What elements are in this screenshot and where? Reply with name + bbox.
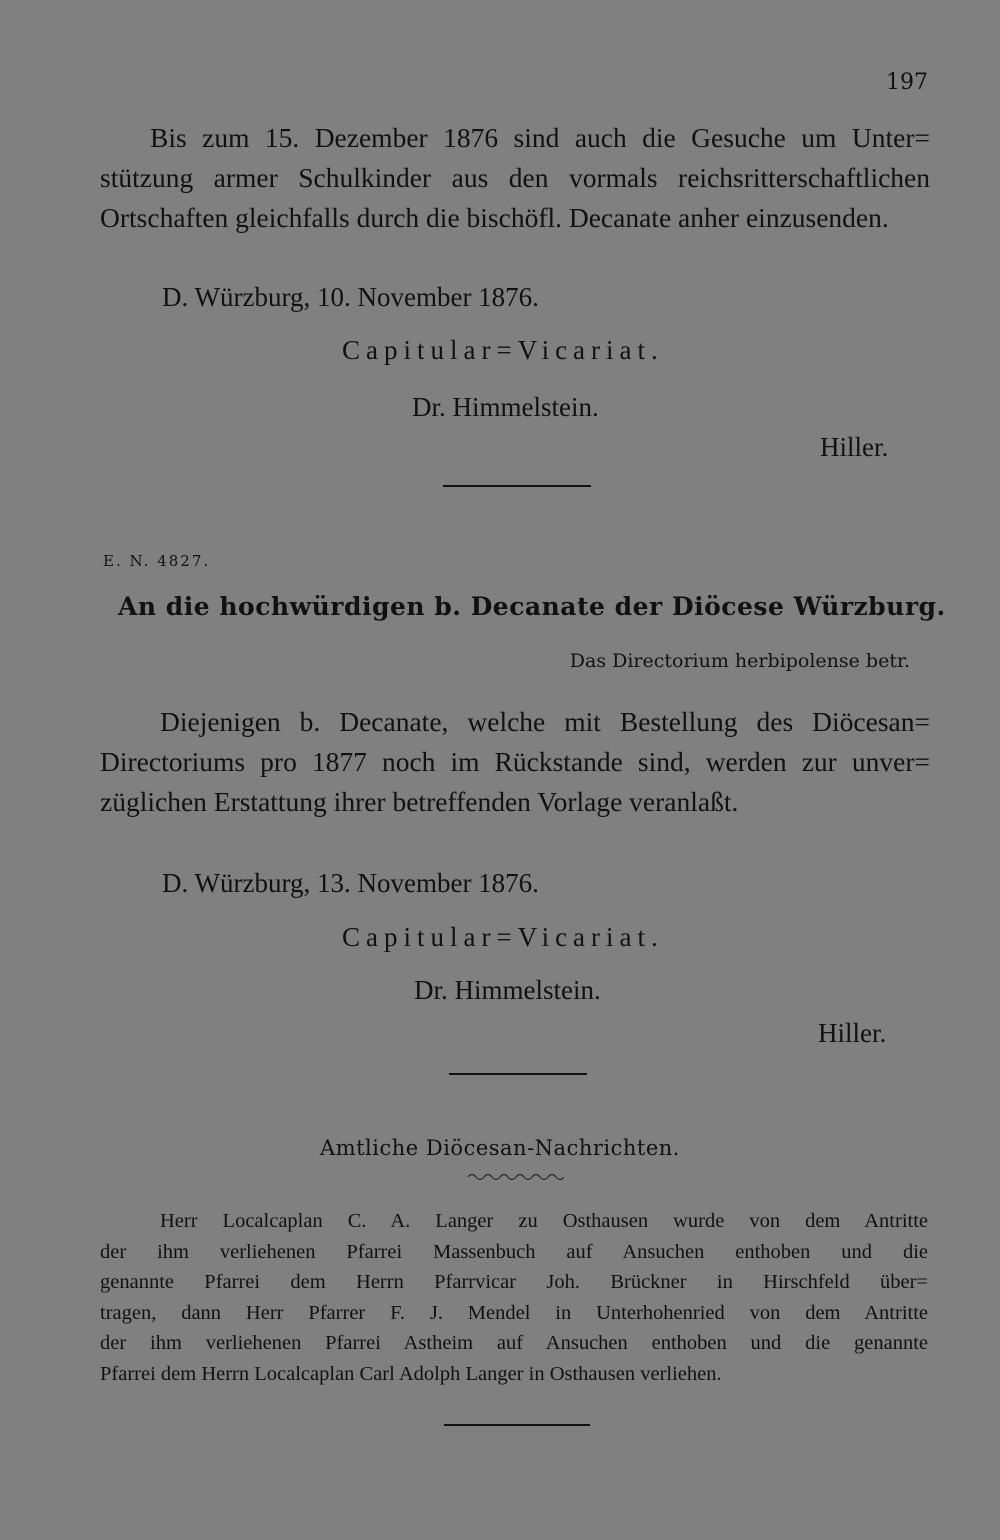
notice1-paragraph [100, 118, 930, 238]
news-line: der ihm verliehenen Pfarrei Massenbuch auf Ansuchen enthoben und die [100, 1240, 928, 1263]
notice1-office: Capitular=Vicariat. [342, 335, 664, 365]
notice2-cosign: Hiller. [818, 1018, 887, 1048]
reference-number: E. N. 4827. [103, 552, 211, 570]
notice2-date-line: D. Würzburg, 13. November 1876. [162, 868, 539, 898]
notice1-line: stützung armer Schulkinder aus den vormals reichsritterschaftlichen [100, 162, 930, 193]
notice1-date-line: D. Würzburg, 10. November 1876. [162, 282, 539, 312]
notice1-signatory: Dr. Himmelstein. [412, 392, 599, 422]
section-divider [449, 1073, 587, 1075]
notice2-line: Diejenigen b. Decanate, welche mit Bestellung des Diöcesan= [160, 706, 930, 737]
news-line: genannte Pfarrei dem Herrn Pfarrvicar Joh. Brückner in Hirschfeld über= [100, 1271, 928, 1293]
page-number: 197 [886, 70, 928, 95]
news-line: Herr Localcaplan C. A. Langer zu Osthausen wurde von dem Antritte [160, 1210, 928, 1232]
notice2-office: Capitular=Vicariat. [342, 922, 664, 952]
notice1-line: Bis zum 15. Dezember 1876 sind auch die Gesuche um Unter= [150, 122, 930, 153]
notice2-subject: Das Directorium herbipolense betr. [569, 650, 910, 672]
section-divider [444, 1424, 590, 1426]
news-section-title: Amtliche Diöcesan-Nachrichten. [320, 1136, 680, 1160]
notice2-signatory: Dr. Himmelstein. [414, 975, 601, 1005]
notice1-cosign: Hiller. [820, 432, 889, 462]
ornament-squiggle [468, 1172, 564, 1182]
news-line: tragen, dann Herr Pfarrer F. J. Mendel in Unterhohenried von dem Antritte [100, 1301, 928, 1324]
notice1-line: Ortschaften gleichfalls durch die bischöfl. Decanate anher einzusenden. [100, 202, 889, 233]
notice2-line: Directoriums pro 1877 noch im Rückstande sind, werden zur unver= [100, 746, 930, 777]
news-line: der ihm verliehenen Pfarrei Astheim auf Ansuchen enthoben und die genannte [100, 1332, 928, 1354]
notice2-paragraph [100, 702, 930, 822]
news-line: Pfarrei dem Herrn Localcaplan Carl Adolph Langer in Osthausen verliehen. [100, 1362, 722, 1385]
section-divider [443, 485, 591, 487]
news-paragraph [100, 1206, 928, 1389]
notice2-heading: An die hochwürdigen b. Decanate der Diöcese Würzburg. [118, 592, 946, 621]
notice2-line: züglichen Erstattung ihrer betreffenden Vorlage veranlaßt. [100, 786, 739, 817]
